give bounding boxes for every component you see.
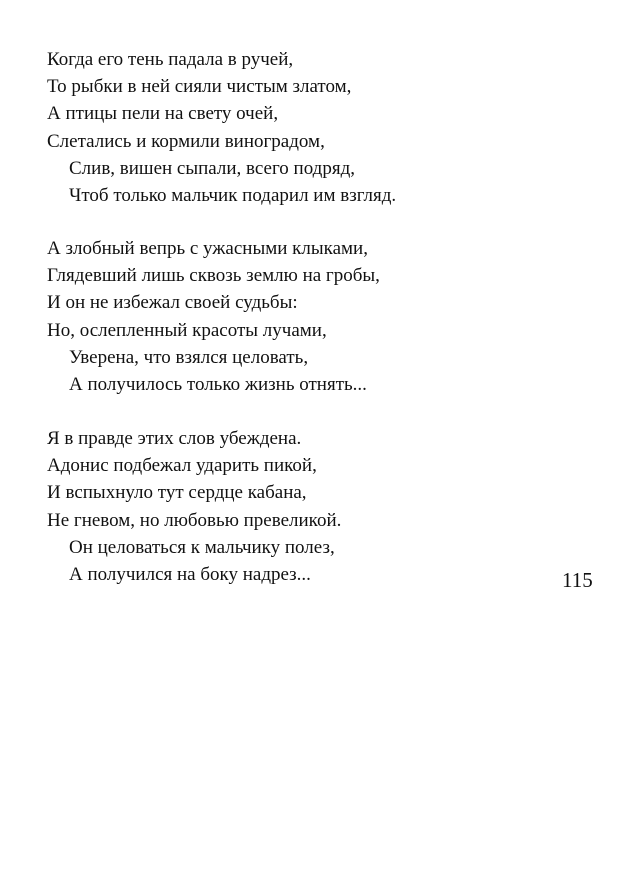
stanza-2-line-5: Уверена, что взялся целовать, bbox=[69, 346, 309, 368]
stanza-3-line-3: И вспыхнуло тут сердце кабана, bbox=[47, 482, 307, 504]
stanza-2-line-1: А злобный вепрь с ужасными клыками, bbox=[47, 238, 368, 259]
stanza-1-line-3: А птицы пели на свету очей, bbox=[47, 103, 279, 125]
stanza-2-line-2: Глядевший лишь сквозь землю на гробы, bbox=[47, 265, 380, 287]
stanza-1-line-1: Когда его тень падала в ручей, bbox=[47, 49, 294, 70]
stanza-3 bbox=[47, 425, 567, 588]
stanza-2 bbox=[47, 235, 567, 398]
stanza-3-line-1: Я в правде этих слов убеждена. bbox=[47, 428, 302, 449]
stanza-1-line-6: Чтоб только мальчик подарил им взгляд. bbox=[69, 184, 397, 206]
stanza-2-line-3: И он не избежал своей судьбы: bbox=[47, 292, 298, 314]
page-number: 115 bbox=[562, 568, 593, 592]
stanza-1 bbox=[47, 46, 567, 209]
stanza-3-line-6: А получился на боку надрез... bbox=[69, 563, 311, 585]
stanza-3-line-2: Адонис подбежал ударить пикой, bbox=[47, 455, 317, 477]
stanza-3-line-5: Он целоваться к мальчику полез, bbox=[69, 536, 335, 558]
stanza-1-line-4: Слетались и кормили виноградом, bbox=[47, 130, 325, 152]
stanza-3-line-4: Не гневом, но любовью превеликой. bbox=[47, 509, 342, 531]
stanza-1-line-5: Слив, вишен сыпали, всего подряд, bbox=[69, 157, 356, 179]
stanza-1-line-2: То рыбки в ней сияли чистым златом, bbox=[47, 76, 352, 98]
stanza-2-line-4: Но, ослепленный красоты лучами, bbox=[47, 319, 327, 341]
stanza-2-line-6: А получилось только жизнь отнять... bbox=[69, 373, 367, 395]
